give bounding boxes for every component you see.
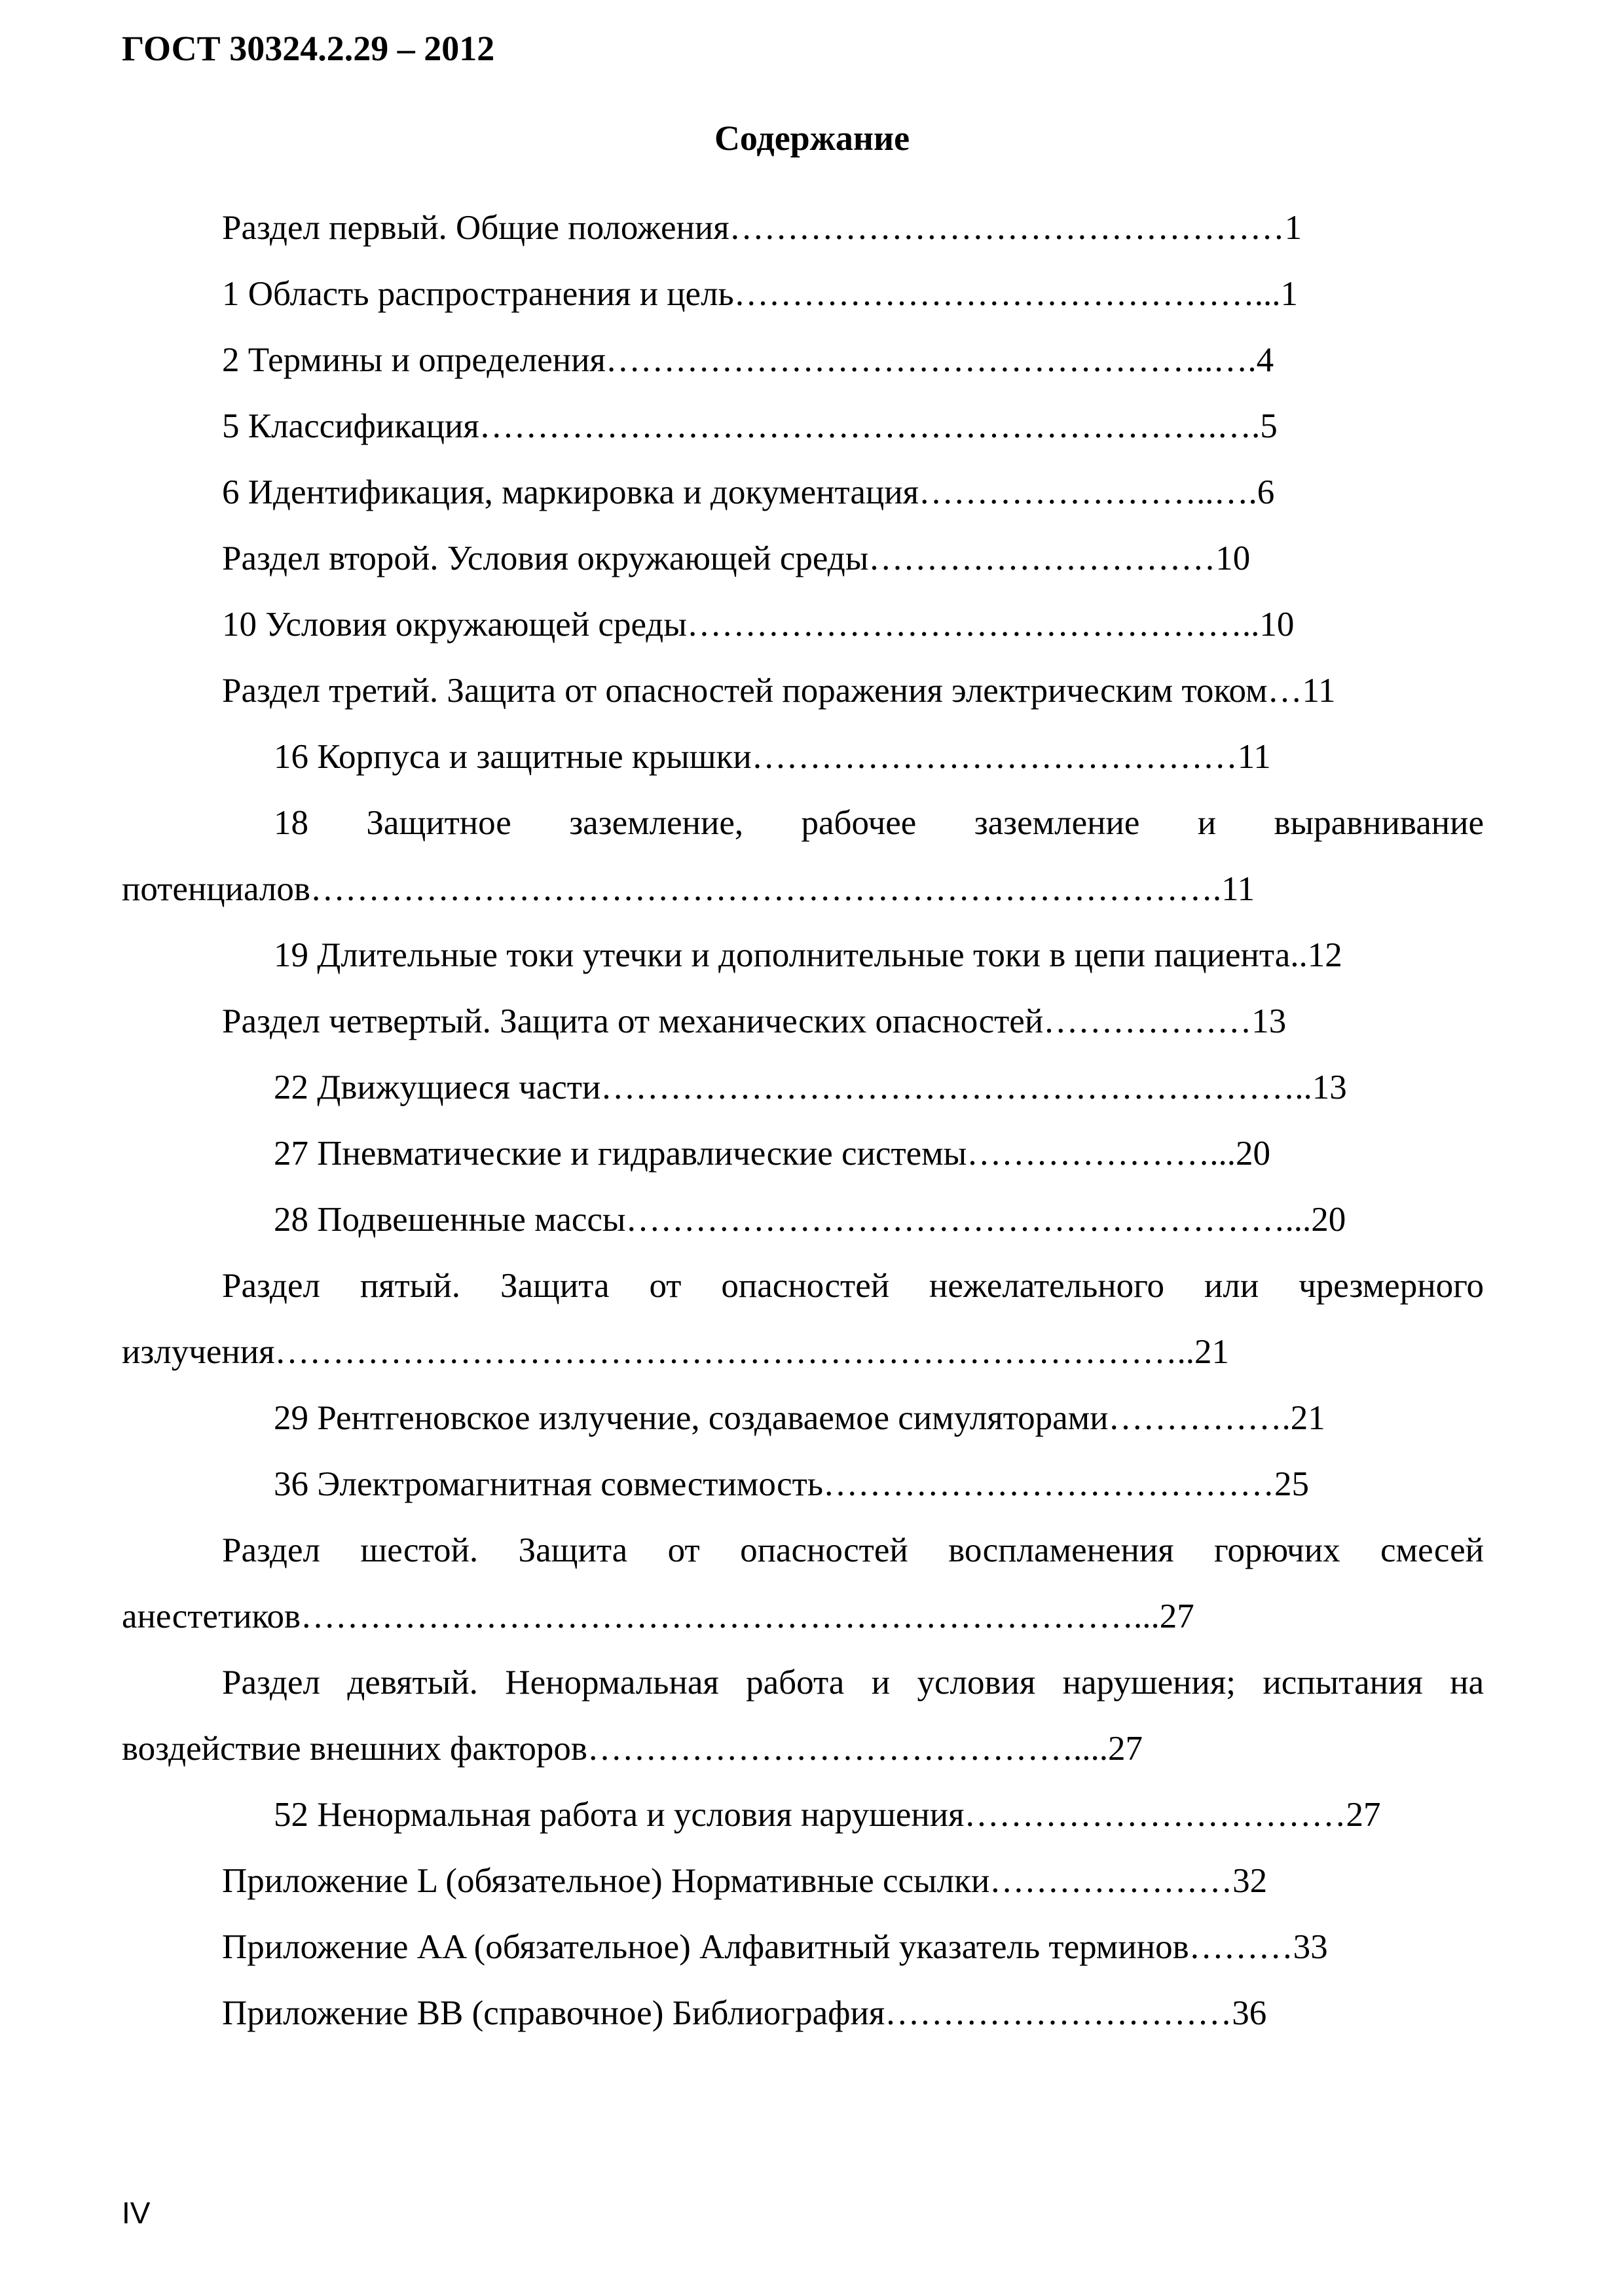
toc-entry: 36 Электромагнитная совместимость…………………………………25 xyxy=(274,1465,1309,1503)
toc-entry: 22 Движущиеся части……………………………………………………..13 xyxy=(274,1068,1347,1106)
table-of-contents xyxy=(122,195,1484,2047)
toc-entry: 28 Подвешенные массы…………………………………………………...20 xyxy=(274,1201,1346,1239)
toc-entry: 1 Область распространения и цель………………………………………...1 xyxy=(222,275,1298,313)
toc-entry: Раздел девятый. Ненормальная работа и условия нарушения; испытания на воздействие внешних факторов……………………………………....27 xyxy=(122,1664,1484,1768)
document-code-header: ГОСТ 30324.2.29 – 2012 xyxy=(122,29,495,68)
page-number: IV xyxy=(122,2196,151,2230)
toc-entry: 19 Длительные токи утечки и дополнительные токи в цепи пациента..12 xyxy=(274,936,1342,974)
toc-entry: 18 Защитное заземление, рабочее заземление и выравнивание потенциалов…………………………………………………………………….11 xyxy=(122,804,1484,908)
toc-entry: Раздел второй. Условия окружающей среды…………………………10 xyxy=(222,539,1251,577)
toc-entry: Раздел четвертый. Защита от механических опасностей………………13 xyxy=(222,1002,1287,1040)
toc-entry: Раздел пятый. Защита от опасностей нежелательного или чрезмерного излучения……………………………………………………………………..21 xyxy=(122,1267,1484,1371)
toc-entry: 6 Идентификация, маркировка и документация……………………..….6 xyxy=(222,473,1275,511)
toc-entry: 5 Классификация……………………………………………………….….5 xyxy=(222,407,1278,445)
toc-entry: 10 Условия окружающей среды…………………………………………..10 xyxy=(222,606,1295,644)
toc-entry: 16 Корпуса и защитные крышки……………………………………11 xyxy=(274,738,1271,776)
toc-entry: Раздел третий. Защита от опасностей поражения электрическим током…11 xyxy=(222,672,1336,710)
toc-entry: 2 Термины и определения……………………………………………..….4 xyxy=(222,341,1274,379)
toc-entry: Приложение AA (обязательное) Алфавитный указатель терминов………33 xyxy=(222,1928,1328,1966)
toc-entry: 27 Пневматические и гидравлические системы…………………...20 xyxy=(274,1135,1271,1173)
toc-entry: Раздел шестой. Защита от опасностей воспламенения горючих смесей анестетиков………………………………………………………………...27 xyxy=(122,1531,1484,1635)
toc-entry: Приложение BB (справочное) Библиография…………………………36 xyxy=(222,1994,1267,2032)
page-title: Содержание xyxy=(714,118,910,158)
toc-entry: Раздел первый. Общие положения…………………………………………1 xyxy=(222,209,1302,247)
toc-entry: 52 Ненормальная работа и условия нарушения……………………………27 xyxy=(274,1796,1381,1834)
toc-entry: Приложение L (обязательное) Нормативные ссылки…………………32 xyxy=(222,1862,1268,1900)
toc-entry: 29 Рентгеновское излучение, создаваемое симуляторами…………….21 xyxy=(274,1399,1325,1437)
